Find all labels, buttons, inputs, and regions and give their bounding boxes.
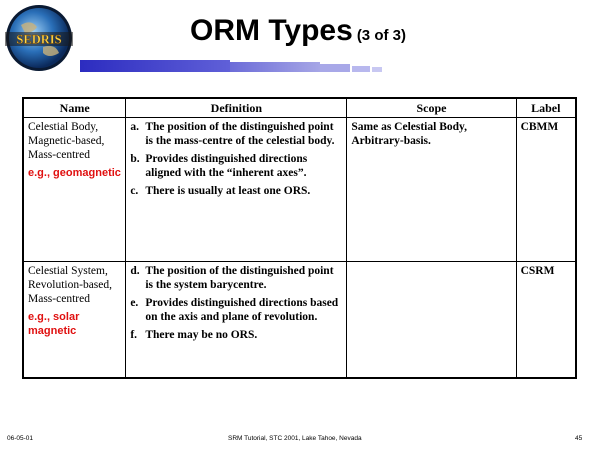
definition-item: e. Provides distinguished directions based on the axis and plane of revolution. xyxy=(130,297,339,323)
table-header-row xyxy=(23,98,576,118)
definition-item: a. The position of the distinguished point is the mass-centre of the celestial body. xyxy=(130,121,335,147)
col-header-scope: Scope xyxy=(347,98,516,118)
col-header-definition: Definition xyxy=(126,98,347,118)
title-suffix: (3 of 3) xyxy=(356,27,406,44)
definition-item: b. Provides distinguished directions aligned with the “inherent axes”. xyxy=(130,153,308,179)
cell-name xyxy=(23,118,126,262)
col-header-label: Label xyxy=(516,98,576,118)
orm-example: e.g., solar magnetic xyxy=(28,311,80,337)
col-header-name: Name xyxy=(23,98,126,118)
cell-label: CBMM xyxy=(516,118,576,262)
cell-name xyxy=(23,262,126,378)
title-main: ORM Types xyxy=(190,14,353,47)
footer-page-number: 45 xyxy=(575,435,583,442)
sedris-logo xyxy=(3,3,75,73)
cell-scope xyxy=(347,262,516,378)
footer-center-text: SRM Tutorial, STC 2001, Lake Tahoe, Nevada xyxy=(228,435,362,442)
footer-date: 06-05-01 xyxy=(7,435,34,442)
page-title xyxy=(190,14,406,48)
table-row xyxy=(23,118,576,262)
definition-item: f. There may be no ORS. xyxy=(130,329,258,341)
definition-item: c. There is usually at least one ORS. xyxy=(130,185,311,197)
table-row xyxy=(23,262,576,378)
logo-text: SEDRIS xyxy=(16,32,62,47)
cell-definition xyxy=(126,262,347,378)
cell-scope: Same as Celestial Body, Arbitrary-basis. xyxy=(347,118,516,262)
title-underline-bar xyxy=(80,60,388,76)
orm-name: Celestial Body, Magnetic-based, Mass-centred xyxy=(28,121,105,161)
orm-name: Celestial System, Revolution-based, Mass-centred xyxy=(28,265,112,305)
orm-example: e.g., geomagnetic xyxy=(28,167,121,179)
cell-label: CSRM xyxy=(516,262,576,378)
orm-types-table xyxy=(22,97,577,379)
definition-item: d. The position of the distinguished point is the system barycentre. xyxy=(130,265,334,291)
cell-definition xyxy=(126,118,347,262)
